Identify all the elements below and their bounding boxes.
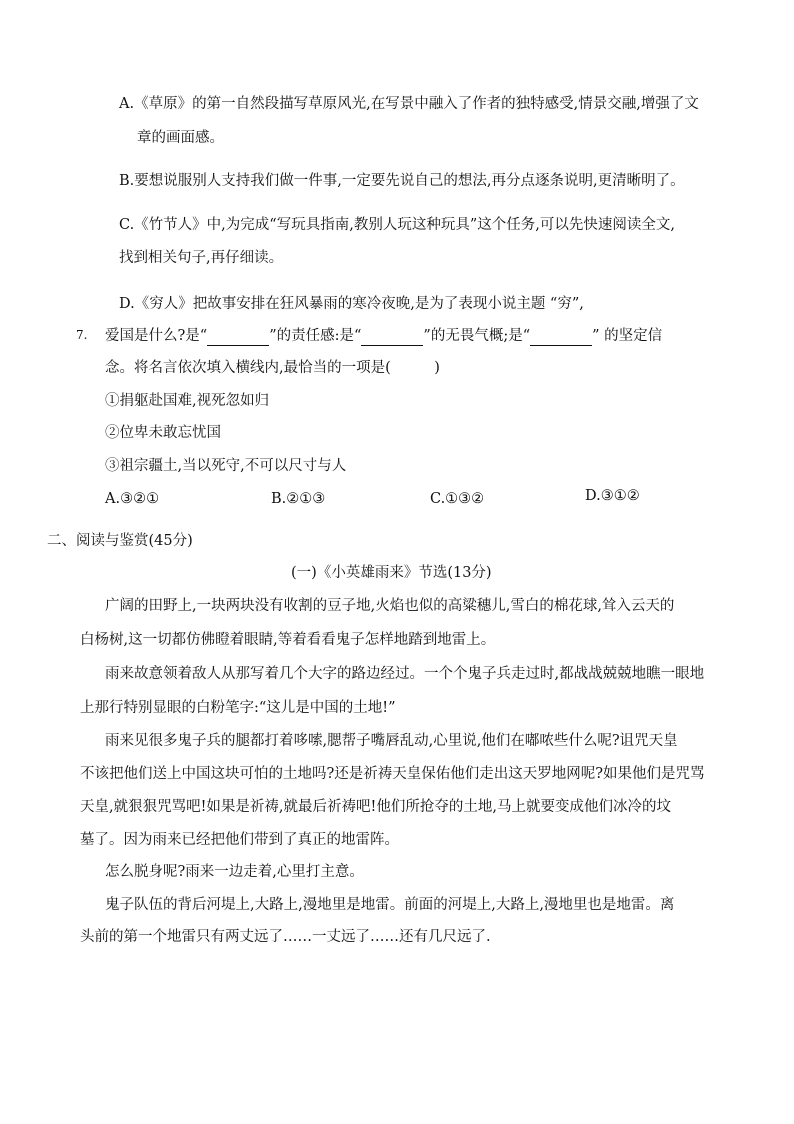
- option-b-line-1: B.要想说服别人支持我们做一件事,一定要先说自己的想法,再分点逐条说明,更清晰明了。: [119, 173, 685, 189]
- answer-blank-2[interactable]: [361, 331, 423, 346]
- paragraph-3-line-2: 不该把他们送上中国这块可怕的土地吗?还是祈祷天皇保佑他们走出这天罗地网呢?如果他们是咒骂: [80, 766, 705, 782]
- choice-b: B.②①③: [271, 491, 326, 507]
- quote-item-2: ②位卑未敢忘忧国: [105, 425, 221, 441]
- q7-stem-part-3: ”的无畏气概;是“: [423, 328, 531, 344]
- option-c-line-1: C.《竹节人》中,为完成“写玩具指南,教别人玩这种玩具”这个任务,可以先快速阅读全文,: [119, 217, 675, 233]
- paragraph-2-line-2: 上那行特别显眼的白粉笔字:“这儿是中国的土地!”: [80, 700, 396, 716]
- choice-a: A.③②①: [105, 491, 160, 507]
- choice-c: C.①③②: [430, 491, 485, 507]
- choice-d: D.③①②: [585, 488, 640, 504]
- answer-blank-3[interactable]: [530, 331, 592, 346]
- paragraph-3-line-3: 天皇,就狠狠咒骂吧!如果是祈祷,就最后祈祷吧!他们所抢夺的土地,马上就要变成他们冰冷的坟: [80, 799, 671, 815]
- paragraph-5-line-2: 头前的第一个地雷只有两丈远了……一丈远了……还有几尺远了.: [80, 929, 491, 945]
- option-d-line-1: D.《穷人》把故事安排在狂风暴雨的寒冷夜晚,是为了表现小说主题 “穷”,: [119, 296, 584, 312]
- paragraph-2-line-1: 雨来故意领着敌人从那写着几个大字的路边经过。一个个鬼子兵走过时,都战战兢兢地瞧一眼地: [105, 666, 705, 682]
- q7-stem-line-2: 念。将名言依次填入横线内,最恰当的一项是( ): [105, 360, 440, 376]
- paragraph-3-line-1: 雨来见很多鬼子兵的腿都打着哆嗦,腮帮子嘴唇乱动,心里说,他们在嘟哝些什么呢?诅咒天皇: [105, 733, 678, 749]
- q7-stem-part-2: ”的责任感:是“: [269, 328, 362, 344]
- paragraph-4-line-1: 怎么脱身呢?雨来一边走着,心里打主意。: [105, 864, 364, 880]
- q7-stem-line-1: [105, 326, 662, 346]
- q7-stem-part-4: ” 的坚定信: [592, 328, 663, 344]
- q7-stem-part-1: 爱国是什么?是“: [105, 328, 208, 344]
- quote-item-1: ①捐躯赴国难,视死忽如归: [105, 393, 270, 409]
- option-a-line-2: 章的画面感。: [137, 130, 224, 146]
- quote-item-3: ③祖宗疆土,当以死守,不可以尺寸与人: [105, 458, 347, 474]
- paragraph-1-line-1: 广阔的田野上,一块两块没有收割的豆子地,火焰也似的高粱穗儿,雪白的棉花球,耸入云天的: [105, 598, 675, 614]
- answer-blank-1[interactable]: [207, 331, 269, 346]
- paragraph-1-line-2: 白杨树,这一切都仿佛瞪着眼睛,等着看看鬼子怎样地踏到地雷上。: [80, 632, 496, 648]
- paragraph-3-line-4: 墓了。因为雨来已经把他们带到了真正的地雷阵。: [80, 832, 399, 848]
- passage-title: (一)《小英雄雨来》节选(13分): [291, 565, 492, 581]
- paragraph-5-line-1: 鬼子队伍的背后河堤上,大路上,漫地里是地雷。前面的河堤上,大路上,漫地里也是地雷。离: [105, 897, 675, 913]
- question-number: 7.: [76, 328, 88, 342]
- option-c-line-2: 找到相关句子,再仔细读。: [119, 250, 284, 266]
- section-heading: 二、阅读与鉴赏(45分): [47, 533, 193, 549]
- option-a-line-1: A.《草原》的第一自然段描写草原风光,在写景中融入了作者的独特感受,情景交融,增强了文: [119, 96, 699, 112]
